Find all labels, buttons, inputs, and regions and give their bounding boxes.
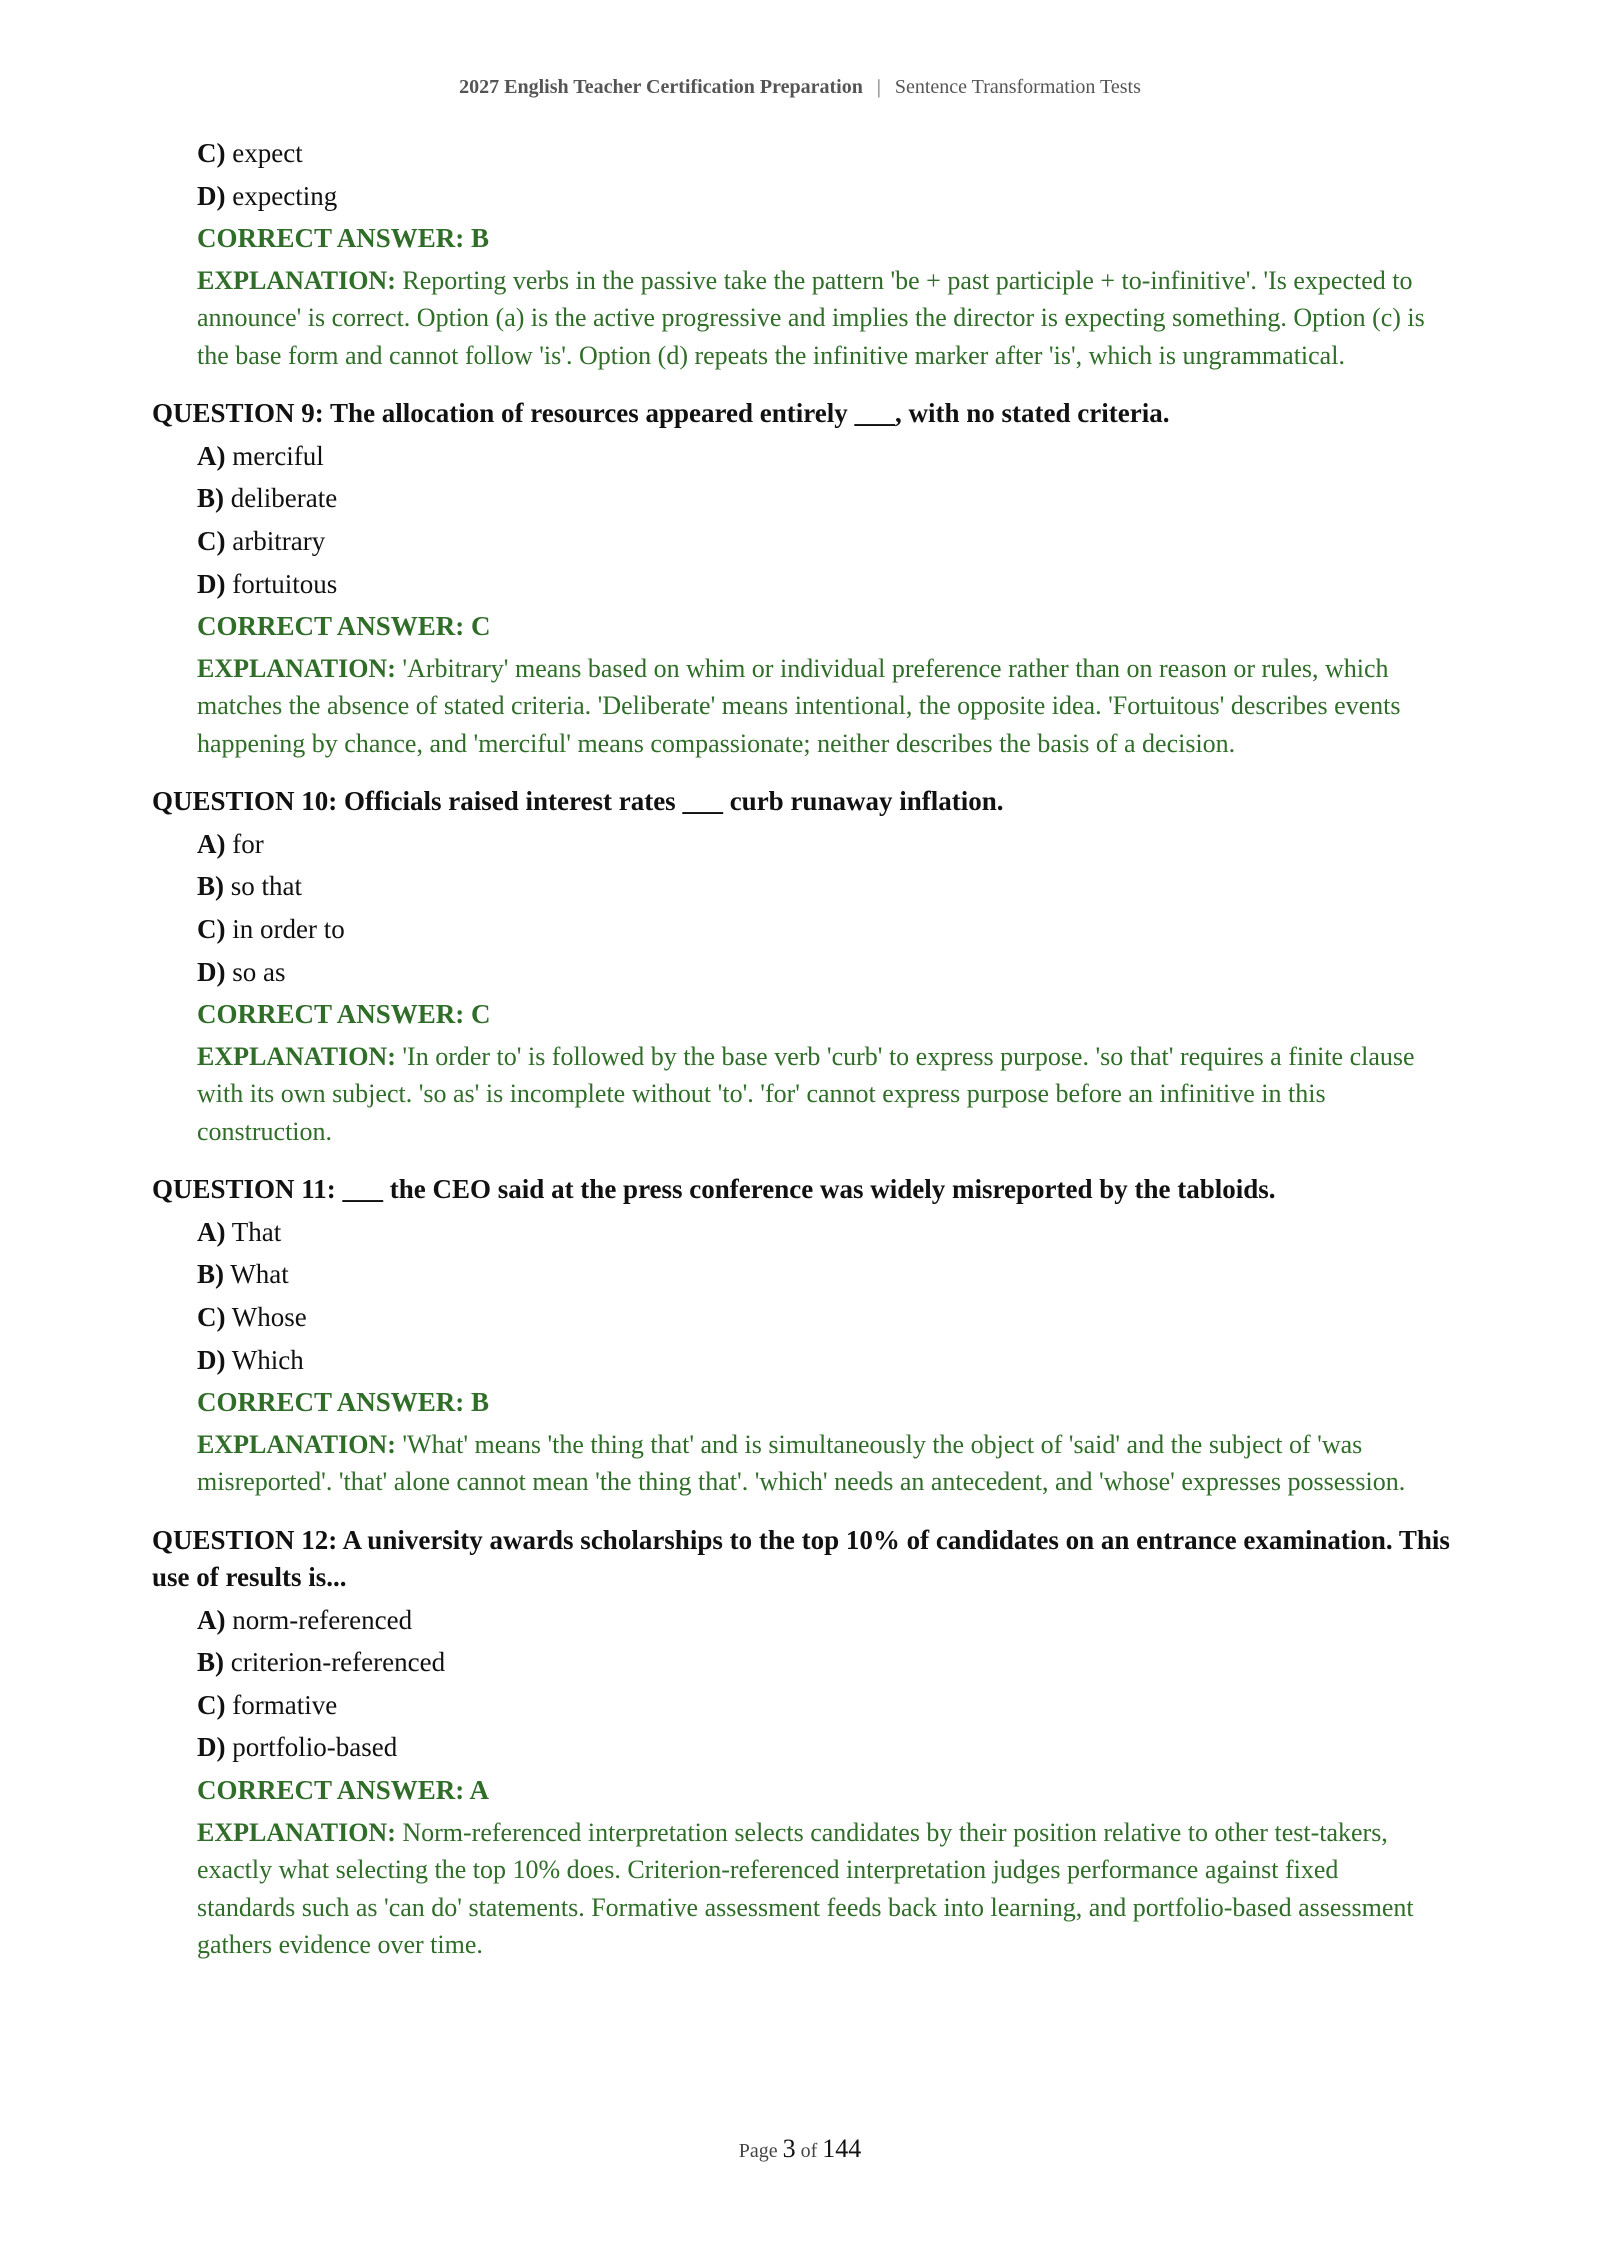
option-letter: D)	[197, 1732, 226, 1763]
of-word: of	[800, 2140, 818, 2162]
explanation-text: 'In order to' is followed by the base verb 'curb' to express purpose. 'so that' requires a finite clause with its own subject. 'so as' is incomplete without 'to'. 'for' cannot express purpose before an infinitive in this construction.	[197, 1041, 1415, 1146]
option-a	[197, 435, 1600, 478]
explanation	[197, 1038, 1437, 1151]
running-header	[0, 76, 1600, 99]
header-title: 2027 English Teacher Certification Preparation	[459, 76, 863, 98]
explanation-label: EXPLANATION:	[197, 265, 396, 295]
option-a	[197, 1211, 1600, 1254]
option-text: so that	[230, 871, 302, 902]
explanation	[197, 262, 1437, 375]
option-letter: C)	[197, 138, 226, 168]
option-text: That	[231, 1216, 282, 1247]
correct-answer: CORRECT ANSWER: B	[197, 223, 490, 254]
option-letter: C)	[197, 525, 226, 556]
option-letter: D)	[197, 956, 226, 987]
correct-answer: CORRECT ANSWER: A	[197, 1775, 490, 1806]
option-letter: B)	[197, 1259, 224, 1290]
option-letter: A)	[197, 828, 226, 859]
explanation-label: EXPLANATION:	[197, 1041, 396, 1071]
option-text: arbitrary	[232, 525, 326, 556]
option-letter: B)	[197, 483, 224, 514]
option-letter: C)	[197, 1301, 226, 1332]
option-d	[197, 563, 1600, 606]
option-text: What	[230, 1259, 289, 1290]
option-text: expecting	[232, 180, 338, 211]
option-letter: B)	[197, 871, 224, 902]
explanation	[197, 650, 1437, 763]
option-text: deliberate	[230, 483, 338, 514]
option-b	[197, 1641, 1600, 1684]
explanation	[197, 1814, 1437, 1964]
explanation-text: Reporting verbs in the passive take the pattern 'be + past participle + to-infinitive'. 'Is expected to announce' is correct. Option (a) is the active progressive and implies the director is expecting something. Option (c) is the base form and cannot follow 'is'. Option (d) repeats the infinitive marker after 'is', which is ungrammatical.	[197, 265, 1425, 370]
option-text: Whose	[231, 1301, 307, 1332]
question-block-9	[0, 395, 1600, 762]
option-d	[197, 951, 1600, 994]
option-b	[197, 865, 1600, 908]
option-text: fortuitous	[232, 568, 338, 599]
explanation-text: Norm-referenced interpretation selects candidates by their position relative to other test-takers, exactly what selecting the top 10% does. Criterion-referenced interpretation judges performance against fixed standards such as 'can do' statements. Formative assessment feeds back into learning, and portfolio-based assessment gathers evidence over time.	[197, 1817, 1414, 1960]
header-separator: |	[876, 76, 881, 98]
option-text: formative	[232, 1689, 338, 1720]
option-text: Which	[231, 1344, 304, 1375]
option-text: criterion-referenced	[230, 1647, 446, 1678]
option-text: so as	[232, 956, 286, 987]
option-text: portfolio-based	[232, 1732, 398, 1763]
question-text: QUESTION 11: ___ the CEO said at the press conference was widely misreported by the tabloids.	[152, 1174, 1276, 1205]
explanation-label: EXPLANATION:	[197, 1429, 396, 1459]
option-letter: C)	[197, 1689, 226, 1720]
option-c	[197, 908, 1600, 951]
page-word: Page	[738, 2140, 778, 2162]
option-text: in order to	[232, 913, 345, 944]
explanation-text: 'What' means 'the thing that' and is simultaneously the object of 'said' and the subject of 'was misreported'. 'that' alone cannot mean 'the thing that'. 'which' needs an antecedent, and 'whose' expresses possession.	[197, 1429, 1406, 1497]
question-block-10	[0, 783, 1600, 1150]
page-footer	[0, 2134, 1600, 2164]
option-b	[197, 477, 1600, 520]
header-subtitle: Sentence Transformation Tests	[894, 76, 1141, 98]
option-c	[197, 1296, 1600, 1339]
correct-answer: CORRECT ANSWER: B	[197, 1387, 490, 1418]
question-block-11	[0, 1171, 1600, 1500]
option-text: merciful	[232, 440, 324, 471]
correct-answer: CORRECT ANSWER: C	[197, 999, 491, 1030]
explanation-text: 'Arbitrary' means based on whim or individual preference rather than on reason or rules, which matches the absence of stated criteria. 'Deliberate' means intentional, the opposite idea. 'Fortuitous' describes events happening by chance, and 'merciful' means compassionate; neither describes the basis of a decision.	[197, 653, 1401, 758]
option-text: expect	[232, 138, 303, 168]
option-letter: A)	[197, 1216, 226, 1247]
option-letter: D)	[197, 180, 226, 211]
page-content	[0, 132, 1600, 1964]
explanation-label: EXPLANATION:	[197, 653, 396, 683]
option-a	[197, 823, 1600, 866]
option-b	[197, 1253, 1600, 1296]
option-letter: D)	[197, 1344, 226, 1375]
option-letter: A)	[197, 440, 226, 471]
explanation-label: EXPLANATION:	[197, 1817, 396, 1847]
correct-answer: CORRECT ANSWER: C	[197, 611, 491, 642]
option-text: for	[232, 828, 264, 859]
option-d	[197, 1726, 1600, 1769]
question-text: QUESTION 10: Officials raised interest rates ___ curb runaway inflation.	[152, 786, 1004, 817]
option-d	[197, 175, 1600, 218]
option-letter: B)	[197, 1647, 224, 1678]
option-c	[197, 1684, 1600, 1727]
question-text: QUESTION 12: A university awards scholarships to the top 10% of candidates on an entrance examination. This use of results is...	[152, 1524, 1450, 1593]
option-text: norm-referenced	[232, 1604, 413, 1635]
page-number: 3	[782, 2134, 796, 2163]
question-8-continuation	[0, 132, 1600, 374]
question-block-12	[0, 1522, 1600, 1964]
question-text: QUESTION 9: The allocation of resources appeared entirely ___, with no stated criteria.	[152, 398, 1170, 429]
option-a	[197, 1599, 1600, 1642]
option-c	[197, 520, 1600, 563]
total-pages: 144	[822, 2134, 862, 2163]
option-letter: A)	[197, 1604, 226, 1635]
option-d	[197, 1339, 1600, 1382]
option-letter: D)	[197, 568, 226, 599]
explanation	[197, 1426, 1437, 1501]
option-letter: C)	[197, 913, 226, 944]
option-c	[197, 132, 1600, 175]
